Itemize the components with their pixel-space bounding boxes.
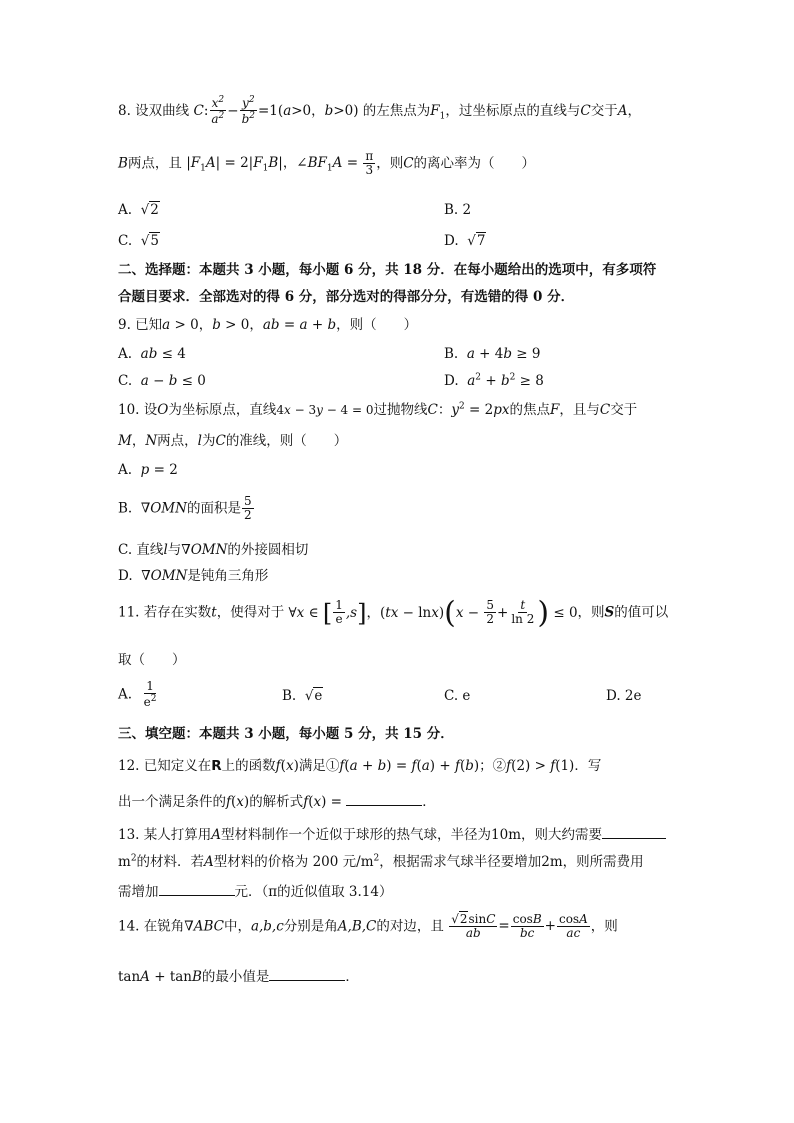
- q8-option-c: C. √5: [118, 233, 159, 249]
- q10-option-c: C. 直线l与∇OMN的外接圆相切: [118, 542, 309, 558]
- q8-option-b: B. 2: [444, 202, 472, 218]
- q13-line3: 需增加 元．（π的近似值取 3.14）: [118, 881, 676, 902]
- q11-option-c: C. e: [444, 688, 471, 704]
- q8-line1: 8. 设双曲线 C: $\frac{x^2}{a^2}$ − $\frac{y^2}{b^2}$ =1(a>0，b>0) 的左焦点为$F_1$，过坐标原点的直线与C交于A，: [118, 95, 641, 127]
- q8-option-a: A. √2: [118, 202, 159, 218]
- section2-heading: 二、选择题：本题共 3 小题，每小题 6 分，共 18 分．在每小题给出的选项中，有多项符: [118, 262, 657, 278]
- q9-option-a: A. ab ≤ 4: [118, 346, 186, 362]
- q8-hyperbola-eq: C: $\frac{x^2}{a^2}$ − $\frac{y^2}{b^2}$ =1(a>0，b>0): [193, 95, 359, 127]
- q11-option-b: B. √e: [282, 688, 323, 704]
- q13-line1: 13. 某人打算用A型材料制作一个近似于球形的热气球，半径为10m，则大约需要: [118, 824, 676, 845]
- q12-line2: 出一个满足条件的f(x)的解析式f(x) = ．: [118, 791, 676, 812]
- q11-line1: 11. 若存在实数t，使得对于 ∀x ∈ [ $\frac{1}{e}$ ,s]，(tx − lnx)(x − $\frac{5}{2}$ + $\frac{t}{\ln 2}$ ) ≤ 0，则S的值可以: [118, 595, 669, 630]
- q10-option-d: D. ∇OMN是钝角三角形: [118, 568, 269, 584]
- q14-equation: $\frac{√2\sin C}{ab}$ = $\frac{\cos B}{bc}$ + $\frac{\cos A}{ac}$: [451, 912, 588, 941]
- q11-line2: 取（ ）: [118, 652, 186, 668]
- q10-line2: M，N两点，l为C的准线，则（ ）: [118, 433, 348, 449]
- q14-line1: 14. 在锐角∇ABC中，a,b,c分别是角A,B,C的对边，且 $\frac{√2\sin C}{ab}$ = $\frac{\cos B}{bc}$ + $\frac{\cos A}{ac}$ ，则: [118, 912, 618, 941]
- section2-heading-cont: 合题目要求．全部选对的得 6 分，部分选对的得部分分，有选错的得 0 分．: [118, 289, 575, 305]
- q8-condition: $|F_1A| = 2|F_1B|$，$\angle BF_1A$ = $\frac{\pi}{3}$: [186, 149, 374, 178]
- q14-answer-blank[interactable]: [269, 966, 345, 981]
- q9-option-c: C. a − b ≤ 0: [118, 373, 206, 389]
- q11-option-a: A. $\frac{1}{e^2}$: [118, 679, 157, 710]
- q9-option-d: D. $a^2 + b^2 \ge 8$: [444, 372, 544, 389]
- q11-option-d: D. 2e: [606, 688, 642, 704]
- section3-heading: 三、填空题：本题共 3 小题，每小题 5 分，共 15 分．: [118, 726, 454, 742]
- q9-option-b: B. a + 4b ≥ 9: [444, 346, 541, 362]
- q10-option-a: A. p = 2: [118, 462, 178, 478]
- q10-option-b: B. ∇OMN的面积是 $\frac{5}{2}$: [118, 494, 252, 523]
- q10-line1: 10. 设O为坐标原点，直线4x − 3y − 4 = 0过抛物线C：$y^2 = 2px$的焦点F，且与C交于: [118, 401, 638, 418]
- q13-answer-blank-1[interactable]: [602, 824, 666, 839]
- q14-line2: tanA + tanB的最小值是 ．: [118, 966, 676, 987]
- q13-line2: $m^2$的材料．若A型材料的价格为 200 元$/m^2$，根据需求气球半径要增加2m，则所需费用: [118, 853, 644, 870]
- q13-answer-blank-2[interactable]: [159, 881, 235, 896]
- q8-option-d: D. √7: [444, 233, 486, 249]
- q9-stem: 9. 已知a > 0，b > 0，ab = a + b，则（ ）: [118, 317, 418, 333]
- q11-inequality: ∀x ∈ [ $\frac{1}{e}$ ,s]，(tx − lnx)(x − $\frac{5}{2}$ + $\frac{t}{\ln 2}$ ) ≤ 0: [288, 595, 578, 630]
- q12-answer-blank[interactable]: [346, 791, 422, 806]
- q8-number: 8. 设双曲线: [118, 102, 190, 119]
- q8-line2: B两点，且 $|F_1A| = 2|F_1B|$，$\angle BF_1A$ = $\frac{\pi}{3}$ ，则C的离心率为（ ）: [118, 149, 536, 178]
- q12-line1: 12. 已知定义在R上的函数f(x)满足①f(a + b) = f(a) + f(b)；②f(2) > f(1)．写: [118, 758, 602, 774]
